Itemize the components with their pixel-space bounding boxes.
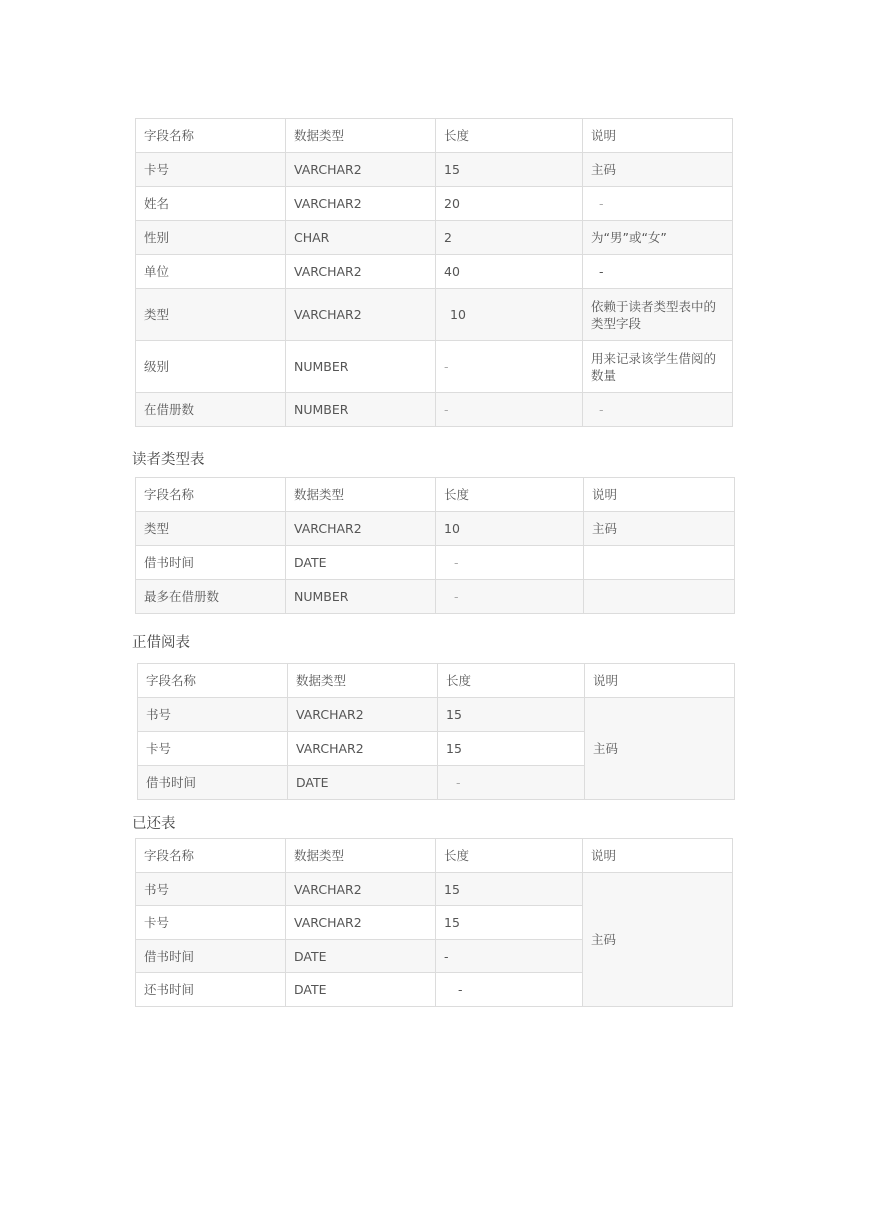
- length-cell: -: [436, 940, 583, 973]
- table-row: [136, 153, 733, 187]
- desc-cell: 为“男”或“女”: [583, 221, 733, 255]
- desc-cell: 主码: [583, 153, 733, 187]
- table-row: [136, 255, 733, 289]
- column-header: 数据类型: [288, 664, 438, 698]
- borrowing-table: [137, 663, 735, 800]
- field-cell: 卡号: [136, 906, 286, 940]
- type-cell: VARCHAR2: [286, 255, 436, 289]
- table-row: [136, 546, 735, 580]
- column-header: 字段名称: [136, 478, 286, 512]
- length-cell: -: [436, 341, 583, 393]
- desc-cell-merged: 主码: [583, 873, 733, 1007]
- column-header: 说明: [584, 478, 735, 512]
- desc-cell: 用来记录该学生借阅的数量: [583, 341, 733, 393]
- column-header: 数据类型: [286, 478, 436, 512]
- desc-cell: [584, 580, 735, 614]
- length-cell: -: [438, 766, 585, 800]
- field-cell: 在借册数: [136, 393, 286, 427]
- type-cell: CHAR: [286, 221, 436, 255]
- desc-cell-merged: 主码: [585, 698, 735, 800]
- desc-cell: 依赖于读者类型表中的类型字段: [583, 289, 733, 341]
- table-header-row: [136, 839, 733, 873]
- reader-type-table-title: 读者类型表: [132, 452, 205, 468]
- length-cell: 40: [436, 255, 583, 289]
- length-cell: -: [436, 546, 584, 580]
- type-cell: DATE: [286, 940, 436, 973]
- reader-type-table: [135, 477, 735, 614]
- field-cell: 书号: [138, 698, 288, 732]
- field-cell: 书号: [136, 873, 286, 906]
- type-cell: DATE: [288, 766, 438, 800]
- field-cell: 级别: [136, 341, 286, 393]
- type-cell: NUMBER: [286, 580, 436, 614]
- length-cell: 15: [438, 732, 585, 766]
- returned-table: [135, 838, 733, 1007]
- type-cell: VARCHAR2: [286, 153, 436, 187]
- length-cell: 10: [436, 512, 584, 546]
- field-cell: 最多在借册数: [136, 580, 286, 614]
- desc-cell: -: [583, 187, 733, 221]
- length-cell: 10: [436, 289, 583, 341]
- table-row: [136, 289, 733, 341]
- type-cell: NUMBER: [286, 341, 436, 393]
- table-row: [138, 698, 735, 732]
- desc-cell: 主码: [584, 512, 735, 546]
- table-header-row: [138, 664, 735, 698]
- desc-cell: [584, 546, 735, 580]
- type-cell: VARCHAR2: [286, 512, 436, 546]
- column-header: 长度: [436, 839, 583, 873]
- length-cell: 15: [438, 698, 585, 732]
- type-cell: VARCHAR2: [286, 187, 436, 221]
- table-header-row: [136, 478, 735, 512]
- type-cell: VARCHAR2: [286, 289, 436, 341]
- table-row: [136, 393, 733, 427]
- column-header: 字段名称: [136, 839, 286, 873]
- length-cell: -: [436, 973, 583, 1007]
- field-cell: 性别: [136, 221, 286, 255]
- field-cell: 单位: [136, 255, 286, 289]
- type-cell: VARCHAR2: [286, 906, 436, 940]
- field-cell: 卡号: [136, 153, 286, 187]
- table-row: [136, 512, 735, 546]
- column-header: 长度: [438, 664, 585, 698]
- length-cell: -: [436, 580, 584, 614]
- field-cell: 类型: [136, 512, 286, 546]
- type-cell: DATE: [286, 546, 436, 580]
- table-row: [136, 341, 733, 393]
- length-cell: 15: [436, 906, 583, 940]
- column-header: 说明: [585, 664, 735, 698]
- length-cell: 15: [436, 873, 583, 906]
- column-header: 数据类型: [286, 839, 436, 873]
- type-cell: NUMBER: [286, 393, 436, 427]
- field-cell: 姓名: [136, 187, 286, 221]
- table-header-row: [136, 119, 733, 153]
- length-cell: 15: [436, 153, 583, 187]
- table-row: [136, 580, 735, 614]
- type-cell: VARCHAR2: [288, 732, 438, 766]
- table-row: [136, 873, 733, 906]
- type-cell: VARCHAR2: [286, 873, 436, 906]
- type-cell: DATE: [286, 973, 436, 1007]
- field-cell: 借书时间: [138, 766, 288, 800]
- returned-table-title: 已还表: [132, 816, 176, 832]
- field-cell: 借书时间: [136, 546, 286, 580]
- borrowing-table-title: 正借阅表: [132, 635, 190, 651]
- table-row: [136, 221, 733, 255]
- field-cell: 借书时间: [136, 940, 286, 973]
- column-header: 字段名称: [138, 664, 288, 698]
- field-cell: 还书时间: [136, 973, 286, 1007]
- length-cell: 20: [436, 187, 583, 221]
- column-header: 数据类型: [286, 119, 436, 153]
- table-row: [136, 187, 733, 221]
- reader-table: [135, 118, 733, 427]
- type-cell: VARCHAR2: [288, 698, 438, 732]
- column-header: 长度: [436, 478, 584, 512]
- field-cell: 卡号: [138, 732, 288, 766]
- column-header: 长度: [436, 119, 583, 153]
- field-cell: 类型: [136, 289, 286, 341]
- column-header: 说明: [583, 119, 733, 153]
- column-header: 字段名称: [136, 119, 286, 153]
- desc-cell: -: [583, 255, 733, 289]
- length-cell: -: [436, 393, 583, 427]
- desc-cell: -: [583, 393, 733, 427]
- length-cell: 2: [436, 221, 583, 255]
- column-header: 说明: [583, 839, 733, 873]
